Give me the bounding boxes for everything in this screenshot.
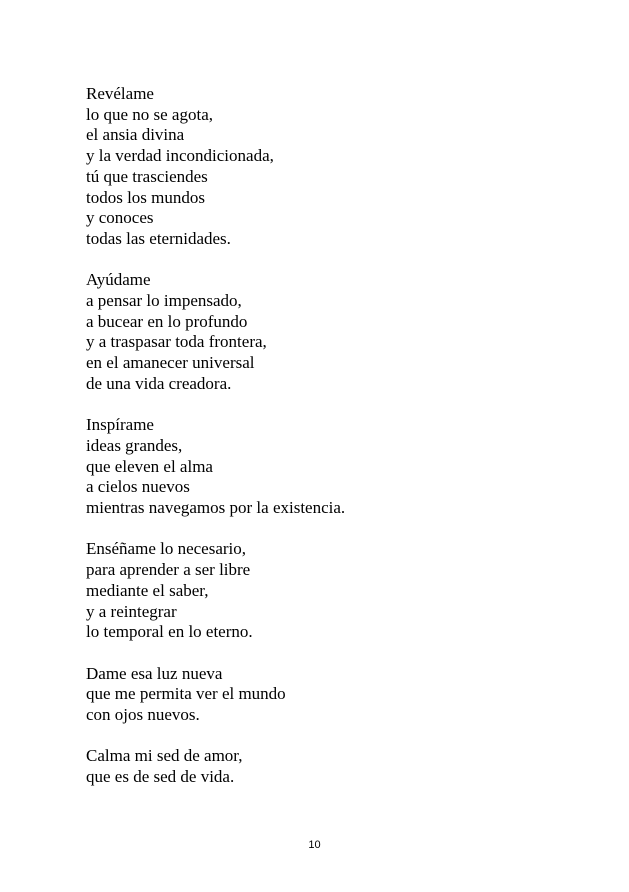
poem-line: a pensar lo impensado, (86, 291, 242, 311)
poem-line: mientras navegamos por la existencia. (86, 498, 346, 518)
poem-line: tú que trasciendes (86, 166, 208, 186)
poem-line: Dame esa luz nueva (86, 663, 223, 683)
poem-line: todas las eternidades. (86, 228, 231, 248)
poem-line: en el amanecer universal (86, 353, 255, 373)
poem-line: de una vida creadora. (86, 373, 232, 393)
poem-line: mediante el saber, (86, 580, 209, 600)
poem-line: Ayúdame (86, 270, 151, 290)
stanza (86, 415, 586, 519)
poem-line: que es de sed de vida. (86, 767, 235, 787)
poem-line: con ojos nuevos. (86, 705, 200, 725)
poem-line: y la verdad incondicionada, (86, 146, 274, 166)
poem-line: para aprender a ser libre (86, 560, 251, 580)
poem-line: y a traspasar toda frontera, (86, 332, 267, 352)
poem-line: que eleven el alma (86, 456, 213, 476)
poem-line: lo que no se agota, (86, 104, 213, 124)
poem-line: Calma mi sed de amor, (86, 746, 243, 766)
poem-line: a cielos nuevos (86, 477, 190, 497)
stanza (86, 84, 586, 250)
poem-line: el ansia divina (86, 125, 185, 145)
stanza (86, 270, 586, 394)
poem-line: lo temporal en lo eterno. (86, 622, 253, 642)
poem-line: Enséñame lo necesario, (86, 539, 247, 559)
poem-line: todos los mundos (86, 187, 206, 207)
poem-line: y a reintegrar (86, 601, 177, 621)
stanza (86, 539, 586, 643)
poem-line: y conoces (86, 208, 154, 228)
stanza (86, 664, 586, 726)
page-number: 10 (308, 839, 321, 851)
poem-line: ideas grandes, (86, 435, 183, 455)
poem-body (86, 84, 586, 809)
poem-line: que me permita ver el mundo (86, 684, 286, 704)
poem-line: a bucear en lo profundo (86, 311, 248, 331)
stanza (86, 746, 586, 787)
poem-line: Revélame (86, 84, 154, 103)
poem-line: Inspírame (86, 415, 154, 435)
